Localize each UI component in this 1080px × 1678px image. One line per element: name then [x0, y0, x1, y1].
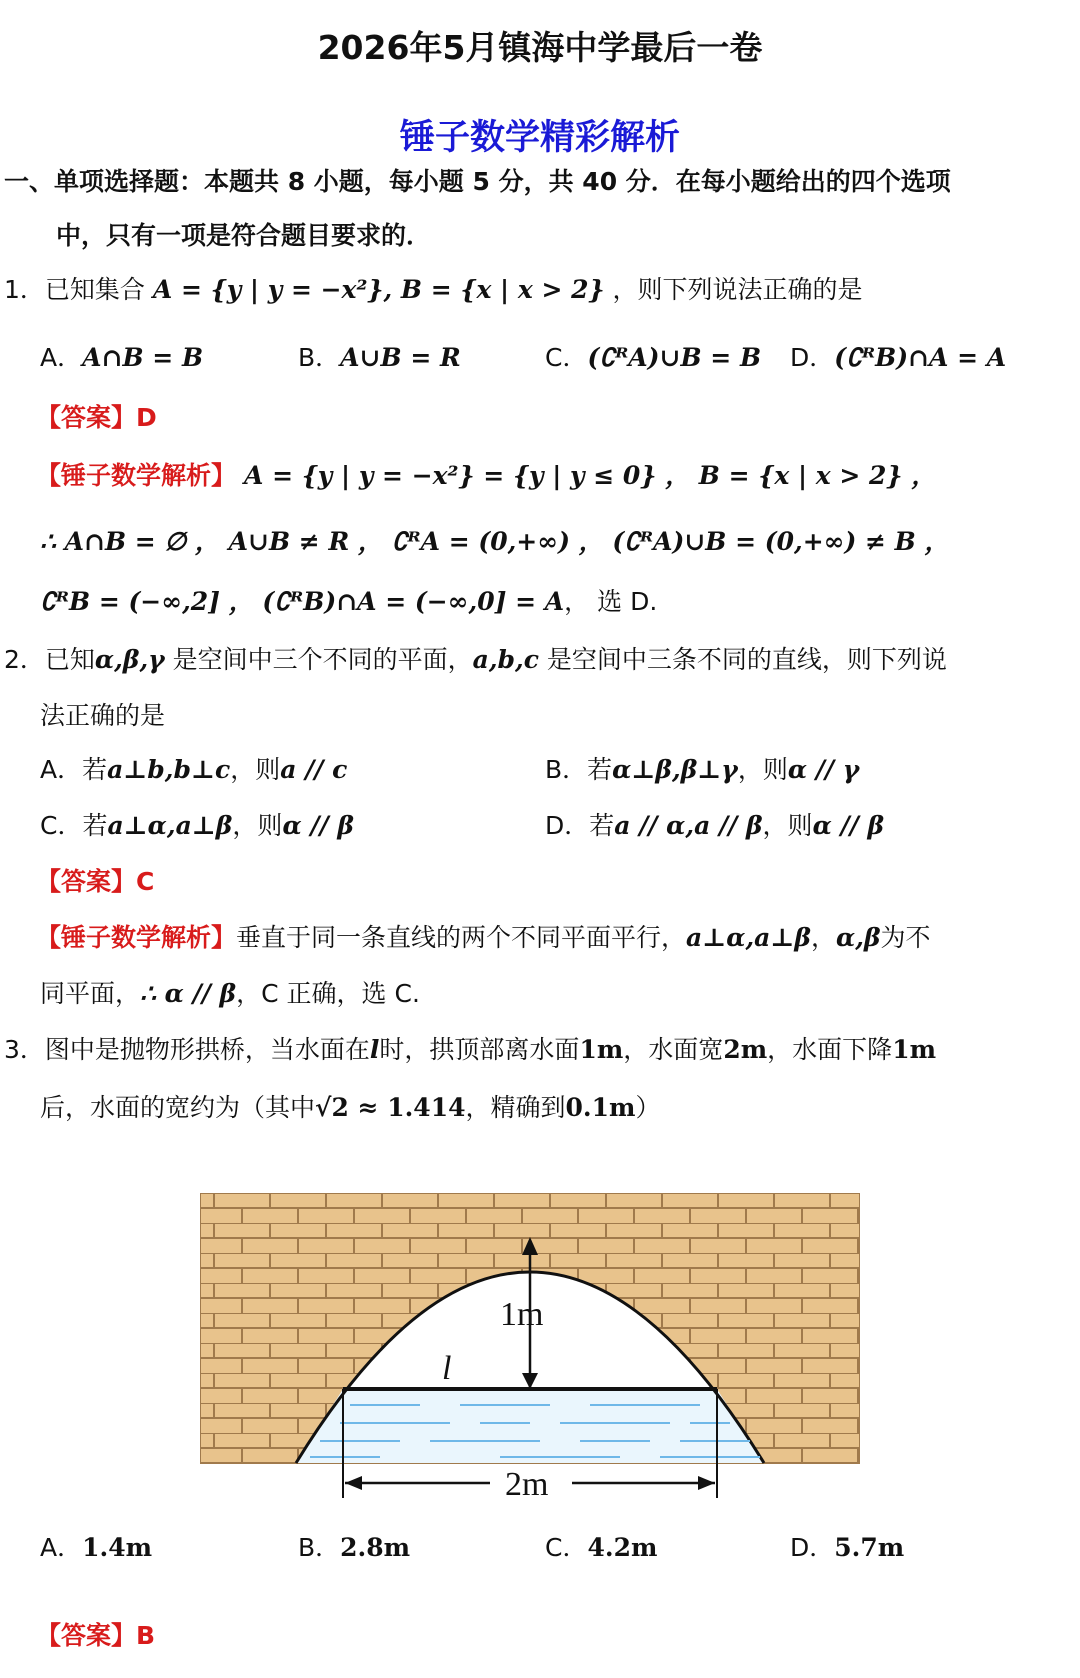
- q2-option-c-key: C．若: [40, 811, 108, 840]
- q2-stem: [4, 640, 947, 676]
- q3-stem-mid1: 时，拱顶部离水面: [379, 1035, 580, 1064]
- q3-option-d-key: D．: [790, 1533, 835, 1562]
- q3-stem-line2-tail: ）: [635, 1093, 661, 1122]
- q1-option-c-key: C．: [545, 343, 588, 372]
- q2-analysis-line1-text: 垂直于同一条直线的两个不同平面平行，: [236, 923, 687, 952]
- q2-stem-line2: 法正确的是: [40, 701, 166, 730]
- q2-option-a-result: a // c: [280, 755, 348, 784]
- q3-stem-1m-a: 1m: [579, 1035, 624, 1064]
- q2-option-d: [545, 806, 884, 842]
- q2-option-c-tail: ，则: [232, 811, 283, 840]
- q2-option-d-tail: ，则: [762, 811, 813, 840]
- q3-stem-1m-b: 1m: [892, 1035, 937, 1064]
- q2-option-b-key: B．若: [545, 755, 613, 784]
- q3-stem: [4, 1030, 936, 1066]
- q1-analysis-line3-math: ∁ᴿB = (−∞,2] ， (∁ᴿB)∩A = (−∞,0] = A: [40, 587, 565, 616]
- q1-analysis-line1: [36, 456, 936, 492]
- q1-option-d: [790, 338, 1006, 374]
- q2-analysis-line2-text: 同平面，: [40, 979, 141, 1008]
- q1-option-c: [545, 338, 761, 374]
- q2-option-a-tail: ，则: [230, 755, 281, 784]
- q2-option-d-text: a // α,a // β: [614, 811, 763, 840]
- q2-option-c-text: a⊥α,a⊥β: [107, 811, 233, 840]
- q1-option-a: [40, 338, 203, 374]
- q2-stem-math1: α,β,γ: [94, 645, 165, 674]
- section-heading-line1: 一、单项选择题：本题共 8 小题，每小题 5 分，共 40 分．在每小题给出的四个选项: [4, 167, 951, 196]
- q1-analysis-label: 【锤子数学解析】: [36, 461, 237, 490]
- q3-stem-line2-math: √2 ≈ 1.414: [315, 1093, 466, 1122]
- q3-option-b: [298, 1528, 410, 1564]
- q1-option-b-text: A∪B = R: [340, 343, 461, 372]
- q1-stem: [4, 270, 863, 306]
- q2-option-d-result: α // β: [812, 811, 885, 840]
- q3-stem-line2: [40, 1088, 660, 1124]
- q2-option-a-text: a⊥b,b⊥c: [107, 755, 231, 784]
- q3-option-b-key: B．: [298, 1533, 341, 1562]
- q3-answer: 【答案】B: [36, 1621, 156, 1650]
- q1-stem-suffix: ，则下列说法正确的是: [612, 275, 863, 304]
- width-arrow-head-left: [345, 1476, 362, 1490]
- q3-option-b-text: 2.8m: [340, 1533, 411, 1562]
- q2-option-c-result: α // β: [282, 811, 354, 840]
- page-subtitle: 锤子数学精彩解析: [399, 118, 680, 158]
- q2-option-c: [40, 806, 354, 842]
- q1-analysis-line1-math: A = {y | y = −x²} = {y | y ≤ 0} ， B = {x | x > 2} ，: [243, 461, 937, 490]
- q3-option-a-text: 1.4m: [82, 1533, 153, 1562]
- water-area: [296, 1389, 764, 1463]
- q3-option-c-text: 4.2m: [587, 1533, 658, 1562]
- q2-option-b-result: α // γ: [787, 755, 860, 784]
- q2-stem-math2: a,b,c: [472, 645, 539, 674]
- q1-option-c-text: (∁ᴿA)∪B = B: [587, 343, 762, 372]
- label-width: 2m: [505, 1466, 549, 1503]
- q2-stem-mid: 是空间中三个不同的平面，: [164, 645, 473, 674]
- q2-option-b: [545, 750, 859, 786]
- q3-option-d: [790, 1528, 904, 1564]
- q1-answer: 【答案】D: [36, 403, 157, 432]
- q1-option-d-key: D．: [790, 343, 835, 372]
- section-heading-line2: 中，只有一项是符合题目要求的．: [56, 221, 432, 250]
- q1-stem-prefix: 1．已知集合: [4, 275, 145, 304]
- q3-stem-l: l: [369, 1035, 380, 1064]
- q1-analysis-line2: [40, 522, 950, 558]
- q3-option-d-text: 5.7m: [834, 1533, 905, 1562]
- q2-stem-suffix: 是空间中三条不同的直线，则下列说: [538, 645, 947, 674]
- q1-analysis-line3: [40, 582, 657, 618]
- q1-analysis-line3-suffix: ， 选 D.: [564, 587, 658, 616]
- q2-option-a-key: A．若: [40, 755, 108, 784]
- q3-stem-mid2: ，水面宽: [623, 1035, 724, 1064]
- q2-analysis-line2: [40, 974, 420, 1010]
- page-title: 2026年5月镇海中学最后一卷: [317, 28, 763, 67]
- q2-analysis-line2-tail: ，C 正确，选 C.: [236, 979, 420, 1008]
- q1-option-d-text: (∁ᴿB)∩A = A: [834, 343, 1007, 372]
- q2-option-d-key: D．若: [545, 811, 615, 840]
- q2-analysis-line2-math: ∴ α // β: [140, 979, 237, 1008]
- q2-analysis-line1: [36, 918, 931, 954]
- q2-analysis-label: 【锤子数学解析】: [36, 923, 237, 952]
- q3-option-a-key: A．: [40, 1533, 83, 1562]
- label-l: l: [442, 1350, 452, 1387]
- q2-analysis-line1-sep: ，: [810, 923, 836, 952]
- q1-option-a-key: A．: [40, 343, 83, 372]
- q2-analysis-line1-math2: α,β: [836, 923, 881, 952]
- label-height: 1m: [500, 1296, 544, 1333]
- q2-answer: 【答案】C: [36, 867, 155, 896]
- q3-stem-2m: 2m: [723, 1035, 768, 1064]
- q3-option-c-key: C．: [545, 1533, 588, 1562]
- q1-stem-math: A = {y | y = −x²}, B = {x | x > 2}: [152, 275, 605, 304]
- q3-option-c: [545, 1528, 657, 1564]
- q3-stem-line2-prec: 0.1m: [565, 1093, 636, 1122]
- q3-stem-line2-prefix: 后，水面的宽约为（其中: [40, 1093, 316, 1122]
- q1-analysis-line2-math: ∴ A∩B = ∅ ， A∪B ≠ R ， ∁ᴿA = (0,+∞) ， (∁ᴿA)∪B = (0,+∞) ≠ B ，: [40, 527, 950, 556]
- q2-option-b-text: α⊥β,β⊥γ: [612, 755, 738, 784]
- q2-option-b-tail: ，则: [737, 755, 788, 784]
- q2-option-a: [40, 750, 347, 786]
- q3-stem-line2-mid: ，精确到: [465, 1093, 566, 1122]
- q1-option-b: [298, 338, 461, 374]
- q1-option-b-key: B．: [298, 343, 341, 372]
- q3-stem-prefix: 3．图中是抛物形拱桥，当水面在: [4, 1035, 370, 1064]
- q2-stem-prefix: 2．已知: [4, 645, 95, 674]
- bridge-figure: [200, 1193, 860, 1523]
- width-arrow-head-right: [698, 1476, 715, 1490]
- q3-stem-mid3: ，水面下降: [767, 1035, 893, 1064]
- q1-option-a-text: A∩B = B: [82, 343, 204, 372]
- q3-option-a: [40, 1528, 152, 1564]
- q2-analysis-line1-tail: 为不: [880, 923, 931, 952]
- q2-analysis-line1-math1: a⊥α,a⊥β: [686, 923, 811, 952]
